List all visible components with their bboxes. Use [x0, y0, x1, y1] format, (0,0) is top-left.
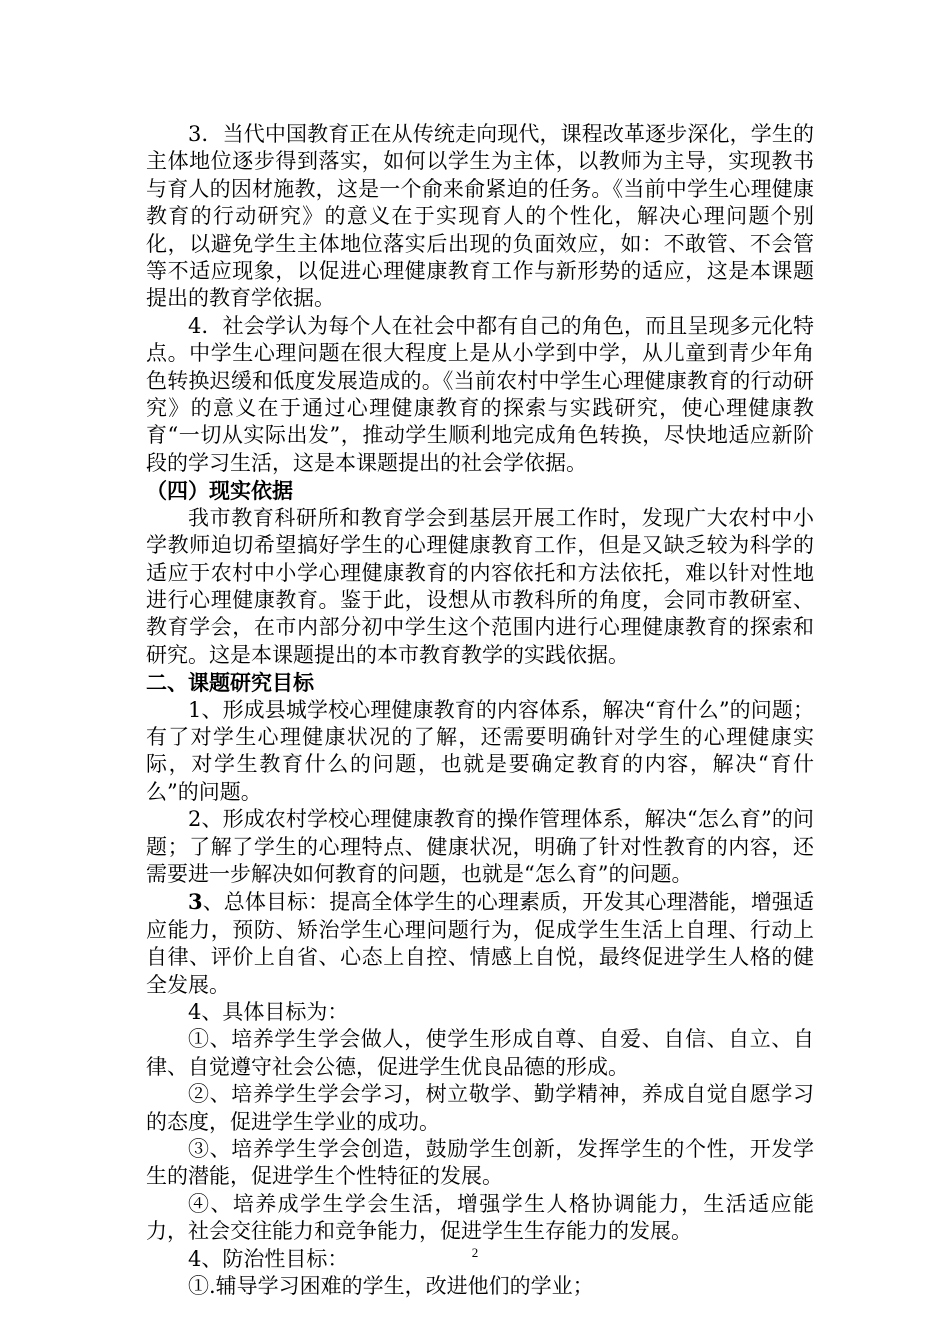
paragraph-practical-basis: 我市教育科研所和教育学会到基层开展工作时，发现广大农村中小学教师迫切希望搞好学生的心理健康教育工作，但是又缺乏较为科学的适应于农村中小学心理健康教育的内容依托和方法依托，难以针对性地进行心理健康教育。鉴于此，设想从市教科所的角度，会同市教研室、教育学会，在市内部分初中学生这个范围内进行心理健康教育的探索和研究。这是本课题提出的本市教育教学的实践依据。	[146, 505, 814, 667]
list-item-goal-4-1: ①、培养学生学会做人，使学生形成自尊、自爱、自信、自立、自律、自觉遵守社会公德，促进学生优良品德的形成。	[146, 1027, 814, 1079]
paragraph-goal-1: 1、形成县城学校心理健康教育的内容体系，解决“育什么”的问题；有了对学生心理健康状况的了解，还需要明确针对学生的心理健康实际，对学生教育什么的问题，也就是要确定教育的内容，解决“育什么”的问题。	[146, 697, 814, 804]
section-heading-practical-basis: （四）现实依据	[146, 478, 293, 504]
paragraph-goal-4-title: 4、具体目标为：	[188, 1000, 349, 1024]
paragraph-goal-2: 2、形成农村学校心理健康教育的操作管理体系，解决“怎么育”的问题；了解了学生的心理特点、健康状况，明确了针对性教育的内容，还需要进一步解决如何教育的问题，也就是“怎么育”的问题。	[146, 807, 814, 886]
goal-3-number: 3	[188, 889, 203, 915]
paragraph-3-education-basis: 3．当代中国教育正在从传统走向现代，课程改革逐步深化，学生的主体地位逐步得到落实，如何以学生为主体，以教师为主导，实现教书与育人的因材施教，这是一个俞来俞紧迫的任务。《当前中学生心理健康教育的行动研究》的意义在于实现育人的个性化，解决心理问题个别化，以避免学生主体地位落实后出现的负面效应，如：不敢管、不会管等不适应现象，以促进心理健康教育工作与新形势的适应，这是本课题提出的教育学依据。	[146, 122, 814, 311]
document-body	[146, 121, 814, 1300]
paragraph-4-sociology-basis: 4．社会学认为每个人在社会中都有自己的角色，而且呈现多元化特点。中学生心理问题在很大程度上是从小学到中学，从儿童到青少年角色转换迟缓和低度发展造成的。《当前农村中学生心理健康教育的行动研究》的意义在于通过心理健康教育的探索与实践研究，使心理健康教育“一切从实际出发”，推动学生顺利地完成角色转换，尽快地适应新阶段的学习生活，这是本课题提出的社会学依据。	[146, 313, 814, 475]
page-number: 2	[471, 1245, 479, 1260]
section-heading-research-goals: 二、课题研究目标	[146, 670, 314, 696]
paragraph-preventive-goals-title: 4、防治性目标：	[188, 1246, 349, 1271]
list-item-goal-4-4: ④、培养成学生学会生活，增强学生人格协调能力，生活适应能力，社会交往能力和竞争能力，促进学生生存能力的发展。	[146, 1191, 814, 1244]
list-item-goal-4-3: ③、培养学生学会创造，鼓励学生创新，发挥学生的个性，开发学生的潜能，促进学生个性特征的发展。	[146, 1137, 814, 1189]
list-item-preventive-1: ①.辅导学习困难的学生，改进他们的学业；	[188, 1274, 594, 1299]
goal-3-text: 、总体目标：提高全体学生的心理素质，开发其心理潜能，增强适应能力，预防、矫治学生心理问题行为，促成学生生活上自理、行动上自律、评价上自省、心态上自控、情感上自悦，最终促进学生人格的健全发展。	[146, 890, 814, 997]
list-item-goal-4-2: ②、培养学生学会学习，树立敬学、勤学精神，养成自觉自愿学习的态度，促进学生学业的成功。	[146, 1082, 814, 1134]
paragraph-goal-3	[146, 888, 814, 999]
